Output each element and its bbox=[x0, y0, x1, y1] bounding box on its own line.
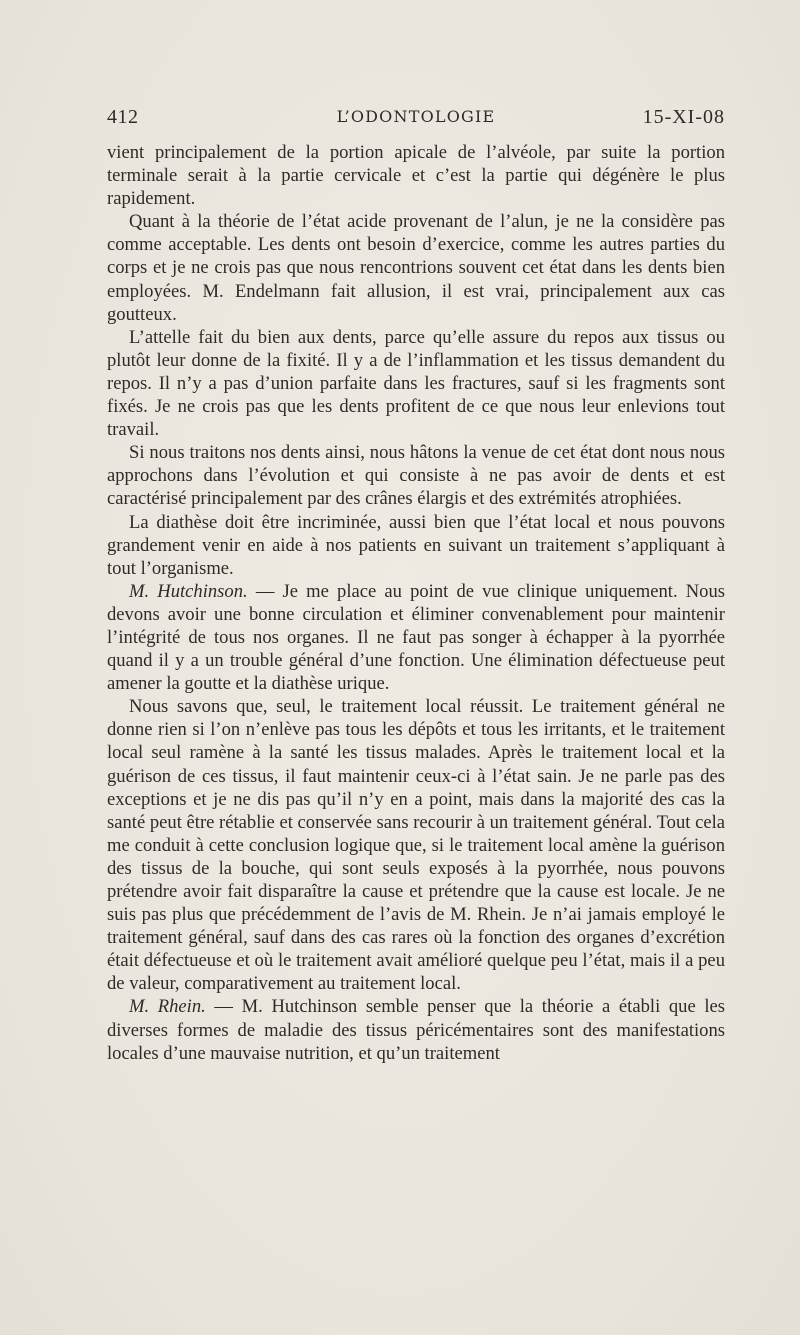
paragraph-2: Quant à la théorie de l’état acide provenant de l’alun, je ne la considère pas comme acceptable. Les dents ont besoin d’exercice, comme les autres parties du corps et je ne crois pas que nous rencontrions souvent cet état dans les dents bien employées. M. Endelmann fait allusion, il est vrai, principalement aux cas goutteux. bbox=[107, 211, 725, 325]
speaker-name: M. Hutchinson. bbox=[129, 580, 248, 602]
article-body bbox=[107, 141, 725, 1065]
paragraph-7: Nous savons que, seul, le traitement local réussit. Le traitement général ne donne rien si l’on n’enlève pas tous les dépôts et tous les irritants, et le traitement local seul ramène à la santé les tissus malades. Après le traitement local et la guérison de ces tissus, il faut maintenir ceux-ci à l’état sain. Je ne parle pas des exceptions et je ne dis pas qu’il n’y en a point, mais dans la majorité des cas la santé peut être rétablie et conservée sans recourir à un traitement général. Tout cela me conduit à cette conclusion logique que, si le traitement local amène la guérison des tissus de la bouche, qui sont seuls exposés à la pyorrhée, nous pouvons prétendre avoir fait disparaître la cause et prétendre que la cause est locale. Je ne suis pas plus que précédemment de l’avis de M. Rhein. Je n’ai jamais employé le traitement général, sauf dans des cas rares où la fonction des organes d’excrétion était défectueuse et où le traitement avait amélioré quelque peu l’état, mais il a peu de valeur, comparativement au traitement local. bbox=[107, 696, 725, 995]
paragraph-8: M. Rhein. — M. Hutchinson semble penser que la théorie a établi que les diverses formes de maladie des tissus péricémentaires sont des manifestations locales d’une mauvaise nutrition, et qu’un traitement bbox=[107, 996, 725, 1064]
paragraph-5: La diathèse doit être incriminée, aussi bien que l’état local et nous pouvons grandement venir en aide à nos patients en suivant un traitement s’appliquant à tout l’organisme. bbox=[107, 511, 725, 579]
issue-date: 15-XI-08 bbox=[642, 106, 725, 128]
paragraph-4: Si nous traitons nos dents ainsi, nous hâtons la venue de cet état dont nous nous approchons dans l’évolution et qui consiste à ne pas avoir de dents et est caractérisé principalement par des crânes élargis et des extrémités atrophiées. bbox=[107, 442, 725, 510]
paragraph-1: vient principalement de la portion apicale de l’alvéole, par suite la portion terminale serait à la partie cervicale et c’est la partie qui dégénère le plus rapidement. bbox=[107, 142, 725, 210]
paragraph-3: L’attelle fait du bien aux dents, parce qu’elle assure du repos aux tissus ou plutôt leur donne de la fixité. Il y a de l’inflammation et les tissus demandent du repos. Il n’y a pas d’union parfaite dans les fractures, sauf si les fragments sont fixés. Je ne crois pas que les dents profitent de ce que nous leur enlevions tout travail. bbox=[107, 326, 725, 441]
page-number: 412 bbox=[107, 106, 139, 128]
speaker-name: M. Rhein. bbox=[129, 996, 206, 1018]
journal-title: L’ODONTOLOGIE bbox=[336, 107, 496, 126]
running-header bbox=[107, 106, 725, 136]
paragraph-6: M. Hutchinson. — Je me place au point de vue clinique uniquement. Nous devons avoir une bonne circulation et éliminer convenablement pour maintenir l’intégrité de tous nos organes. Il ne faut pas songer à échapper à la pyorrhée quand il y a un trouble général d’une fonction. Une élimination défectueuse peut amener la goutte et la diathèse urique. bbox=[107, 580, 726, 695]
